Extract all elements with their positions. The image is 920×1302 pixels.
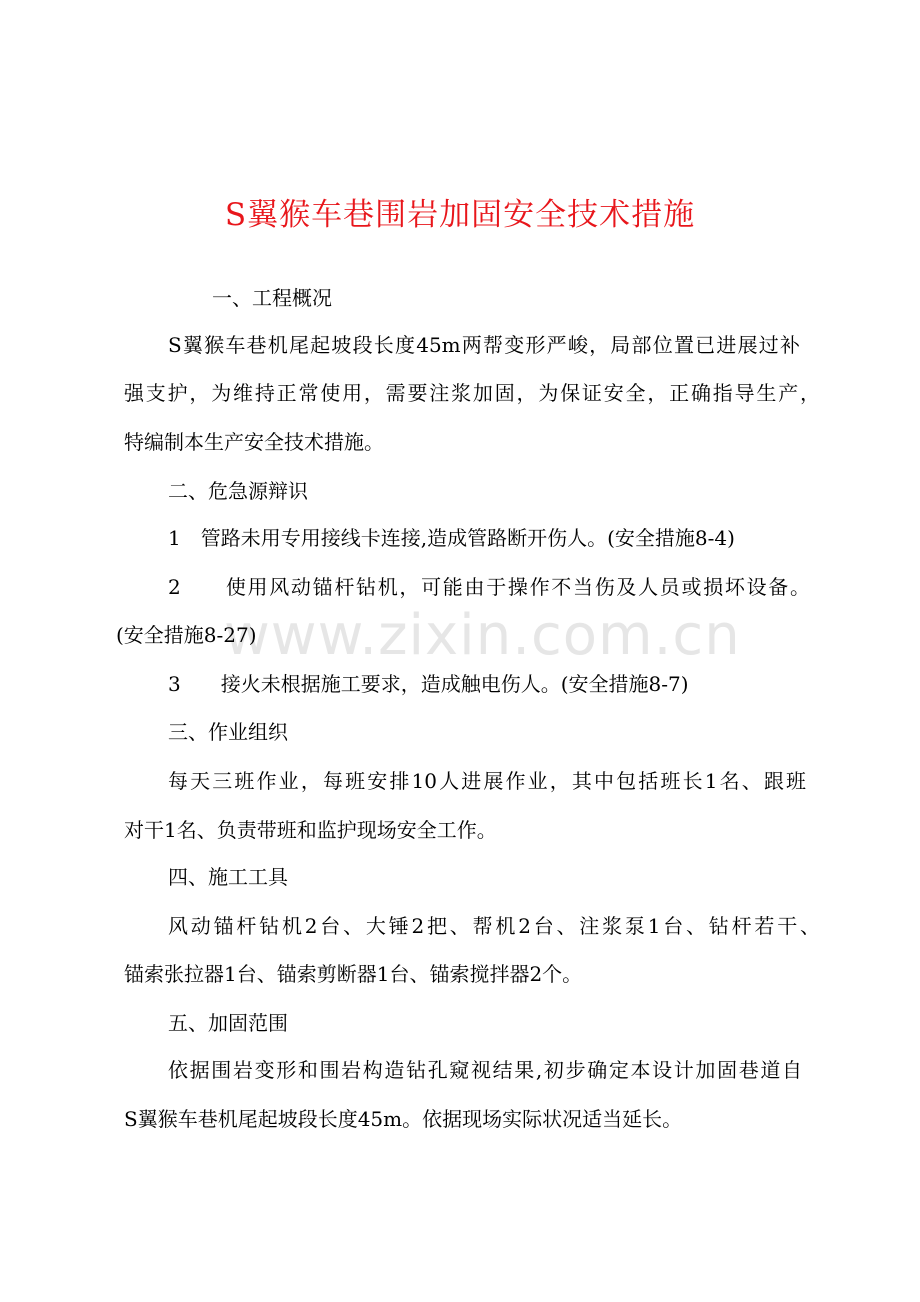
watermark: www.zixin.com.cn [224,603,741,668]
paragraph-line: 对干1名、负责带班和监护现场安全工作。 [124,818,497,842]
paragraph-line: 依据围岩变形和围岩构造钻孔窥视结果,初步确定本设计加固巷道自 [168,1058,802,1082]
paragraph-line: S翼猴车巷机尾起坡段长度45m。依据现场实际状况适当延长。 [124,1107,683,1131]
hazard-item-3: 3 接火未根据施工要求，造成触电伤人。(安全措施8-7) [168,672,689,696]
paragraph-line: 风动锚杆钻机2台、大锤2把、帮机2台、注浆泵1台、钻杆若干、 [168,914,820,938]
paragraph-line: 每天三班作业，每班安排10人进展作业，其中包括班长1名、跟班 [168,769,806,793]
hazard-item-1: 1 管路未用专用接线卡连接,造成管路断开伤人。(安全措施8-4) [168,526,735,550]
section-heading-scope: 五、加固范围 [168,1011,288,1035]
section-heading-overview: 一、工程概况 [212,286,332,310]
paragraph-line: 特编制本生产安全技术措施。 [124,430,384,454]
hazard-item-2: 2 使用风动锚杆钻机，可能由于操作不当伤及人员或损坏设备。 [168,575,810,599]
section-heading-organization: 三、作业组织 [168,720,288,744]
hazard-item-2-cont: (安全措施8-27) [116,623,257,647]
section-heading-hazard: 二、危急源辩识 [168,479,308,503]
paragraph-line: 强支护，为维持正常使用，需要注浆加固，为保证安全，正确指导生产， [124,381,820,405]
paragraph-line: 锚索张拉器1台、锚索剪断器1台、锚索搅拌器2个。 [124,962,583,986]
section-heading-tools: 四、施工工具 [168,865,288,889]
paragraph-line: S翼猴车巷机尾起坡段长度45m两帮变形严峻，局部位置已进展过补 [168,333,800,357]
document-title: S翼猴车巷围岩加固安全技术措施 [224,197,696,233]
